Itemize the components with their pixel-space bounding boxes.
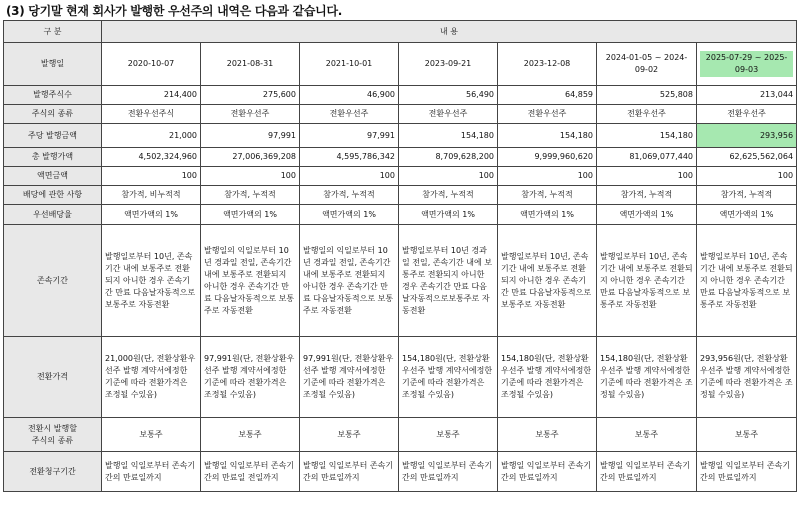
row-label: 총 발행가액 [4,148,102,167]
table-cell: 9,999,960,620 [498,148,597,167]
table-cell: 4,595,786,342 [300,148,399,167]
table-cell: 64,859 [498,86,597,105]
table-cell: 전환우선주 [399,105,498,124]
table-cell: 154,180 [597,124,697,148]
table-cell: 전환우선주 [697,105,797,124]
table-cell: 154,180 [498,124,597,148]
table-cell: 보통주 [102,418,201,452]
table-cell: 21,000 [102,124,201,148]
table-cell: 보통주 [697,418,797,452]
table-cell: 100 [498,167,597,186]
row-label: 전환가격 [4,337,102,418]
table-cell: 154,180원(단, 전환상환우선주 발행 계약서에정한 기준에 따라 전환가격은 조정될 수있음) [597,337,697,418]
table-cell: 보통주 [300,418,399,452]
table-cell: 참가적, 누적적 [697,186,797,205]
table-cell: 액면가액의 1% [697,205,797,225]
table-cell: 발행일로부터 10년, 존속기간 내에 보통주로 전환되지 아니한 경우 존속기간 만료 다음날자동적으로 보통주로 자동전환 [597,225,697,337]
table-cell: 전환우선주 [498,105,597,124]
table-cell: 발행일로부터 10년, 존속기간 내에 보통주로 전환되지 아니한 경우 존속기간 만료 다음날자동적으로 보통주로 자동전환 [102,225,201,337]
table-cell: 97,991원(단, 전환상환우선주 발행 계약서에정한 기준에 따라 전환가격은 조정될 수있음) [300,337,399,418]
row-label: 우선배당율 [4,205,102,225]
table-row-total-issue-price [4,148,797,167]
table-cell: 참가적, 누적적 [399,186,498,205]
row-label-line2: 주식의 종류 [31,435,74,445]
table-cell: 100 [399,167,498,186]
table-cell: 97,991 [201,124,300,148]
table-cell: 2021-08-31 [201,43,300,86]
table-cell: 발행일 익일로부터 존속기간의 만료일까지 [697,452,797,492]
page-title: (3) 당기말 현재 회사가 발행한 우선주의 내역은 다음과 같습니다. [6,4,343,18]
table-cell: 46,900 [300,86,399,105]
table-row-par-value [4,167,797,186]
row-label: 배당에 관한 사항 [4,186,102,205]
header-row [4,21,797,43]
table-row-preferred-dividend-rate [4,205,797,225]
table-cell: 액면가액의 1% [102,205,201,225]
table-cell: 4,502,324,960 [102,148,201,167]
table-cell: 81,069,077,440 [597,148,697,167]
row-label: 액면금액 [4,167,102,186]
table-cell: 액면가액의 1% [399,205,498,225]
table-cell: 전환우선주 [201,105,300,124]
table-cell: 전환우선주식 [102,105,201,124]
table-cell: 액면가액의 1% [201,205,300,225]
table-row-share-type [4,105,797,124]
table-cell: 27,006,369,208 [201,148,300,167]
table-cell: 2020-10-07 [102,43,201,86]
table-cell: 참가적, 비누적적 [102,186,201,205]
table-cell: 발행일 익일로부터 존속기간의 만료일까지 [597,452,697,492]
table-cell: 발행일 익일로부터 존속기간의 만료일까지 [102,452,201,492]
table-row-conversion-period [4,452,797,492]
table-cell: 보통주 [498,418,597,452]
table-row-shares-issued [4,86,797,105]
table-cell: 8,709,628,200 [399,148,498,167]
table-cell: 전환우선주 [300,105,399,124]
table-cell: 참가적, 누적적 [201,186,300,205]
table-cell: 2023-12-08 [498,43,597,86]
table-cell: 발행일로부터 10년, 존속기간 내에 보통주로 전환되지 아니한 경우 존속기간 만료 다음날자동적으로 보통주로 자동전환 [498,225,597,337]
table-cell: 2021-10-01 [300,43,399,86]
header-category: 구 분 [4,21,102,43]
table-cell: 97,991 [300,124,399,148]
table-cell: 21,000원(단, 전환상환우선주 발행 계약서에정한 기준에 따라 전환가격은 조정될 수있음) [102,337,201,418]
table-cell: 97,991원(단, 전환상환우선주 발행 계약서에정한 기준에 따라 전환가격은 조정될 수있음) [201,337,300,418]
row-label: 주식의 종류 [4,105,102,124]
table-row-issue-date [4,43,797,86]
table-cell: 보통주 [597,418,697,452]
highlighted-value: 293,956 [759,130,794,140]
row-label: 발행주식수 [4,86,102,105]
table-cell [697,124,797,148]
table-cell: 100 [697,167,797,186]
table-cell: 214,400 [102,86,201,105]
table-cell: 발행일 익일로부터 존속기간의 만료일까지 [300,452,399,492]
table-cell: 전환우선주 [597,105,697,124]
table-cell: 발행일로부터 10년, 존속기간 내에 보통주로 전환되지 아니한 경우 존속기간 만료 다음날자동적으로 보통주로 자동전환 [697,225,797,337]
table-cell: 발행일 익일로부터 존속기간의 만료일 전일까지 [201,452,300,492]
table-cell: 참가적, 누적적 [597,186,697,205]
table-row-dividend [4,186,797,205]
table-row-duration [4,225,797,337]
table-cell: 100 [102,167,201,186]
row-label: 전환청구기간 [4,452,102,492]
table-cell: 154,180 [399,124,498,148]
highlighted-value: 2025-07-29 ~ 2025-09-03 [700,51,793,77]
table-cell: 보통주 [201,418,300,452]
table-cell: 발행일의 익일로부터 10년 경과일 전일, 존속기간 내에 보통주로 전환되지 아니한 경우 존속기간 만료 다음날자동적으로 보통주로 자동전환 [300,225,399,337]
table-cell: 2024-01-05 ~ 2024-09-02 [597,43,697,86]
table-cell: 100 [201,167,300,186]
table-cell: 액면가액의 1% [597,205,697,225]
table-cell: 발행일 익일로부터 존속기간의 만료일까지 [498,452,597,492]
table-row-share-type-on-conversion [4,418,797,452]
table-cell: 62,625,562,064 [697,148,797,167]
row-label: 주당 발행금액 [4,124,102,148]
table-cell: 보통주 [399,418,498,452]
table-cell: 525,808 [597,86,697,105]
table-cell: 213,044 [697,86,797,105]
table-cell: 발행일의 익일로부터 10년 경과일 전일, 존속기간 내에 보통주로 전환되지 아니한 경우 존속기간 만료 다음날자동적으로 보통주로 자동전환 [201,225,300,337]
table-row-price-per-share [4,124,797,148]
row-label [4,418,102,452]
table-cell: 154,180원(단, 전환상환우선주 발행 계약서에정한 기준에 따라 전환가격은 조정될 수있음) [498,337,597,418]
table-cell: 100 [597,167,697,186]
table-cell: 293,956원(단, 전환상환우선주 발행 계약서에정한 기준에 따라 전환가격은 조정될 수있음) [697,337,797,418]
table-cell: 56,490 [399,86,498,105]
table-cell: 액면가액의 1% [300,205,399,225]
preferred-stock-table [3,20,797,492]
table-cell: 100 [300,167,399,186]
table-cell: 154,180원(단, 전환상환우선주 발행 계약서에정한 기준에 따라 전환가격은 조정될 수있음) [399,337,498,418]
table-cell: 2023-09-21 [399,43,498,86]
table-cell: 참가적, 누적적 [498,186,597,205]
row-label: 존속기간 [4,225,102,337]
row-label: 발행일 [4,43,102,86]
header-contents: 내 용 [102,21,797,43]
table-cell: 액면가액의 1% [498,205,597,225]
table-row-conversion-price [4,337,797,418]
row-label-line1: 전환시 발행할 [28,423,77,433]
table-cell [697,43,797,86]
table-cell: 275,600 [201,86,300,105]
table-cell: 발행일 익일로부터 존속기간의 만료일까지 [399,452,498,492]
table-cell: 발행일로부터 10년 경과일 전일, 존속기간 내에 보통주로 전환되지 아니한 경우 존속기간 만료 다음날자동적으로보통주로 자동전환 [399,225,498,337]
table-cell: 참가적, 누적적 [300,186,399,205]
